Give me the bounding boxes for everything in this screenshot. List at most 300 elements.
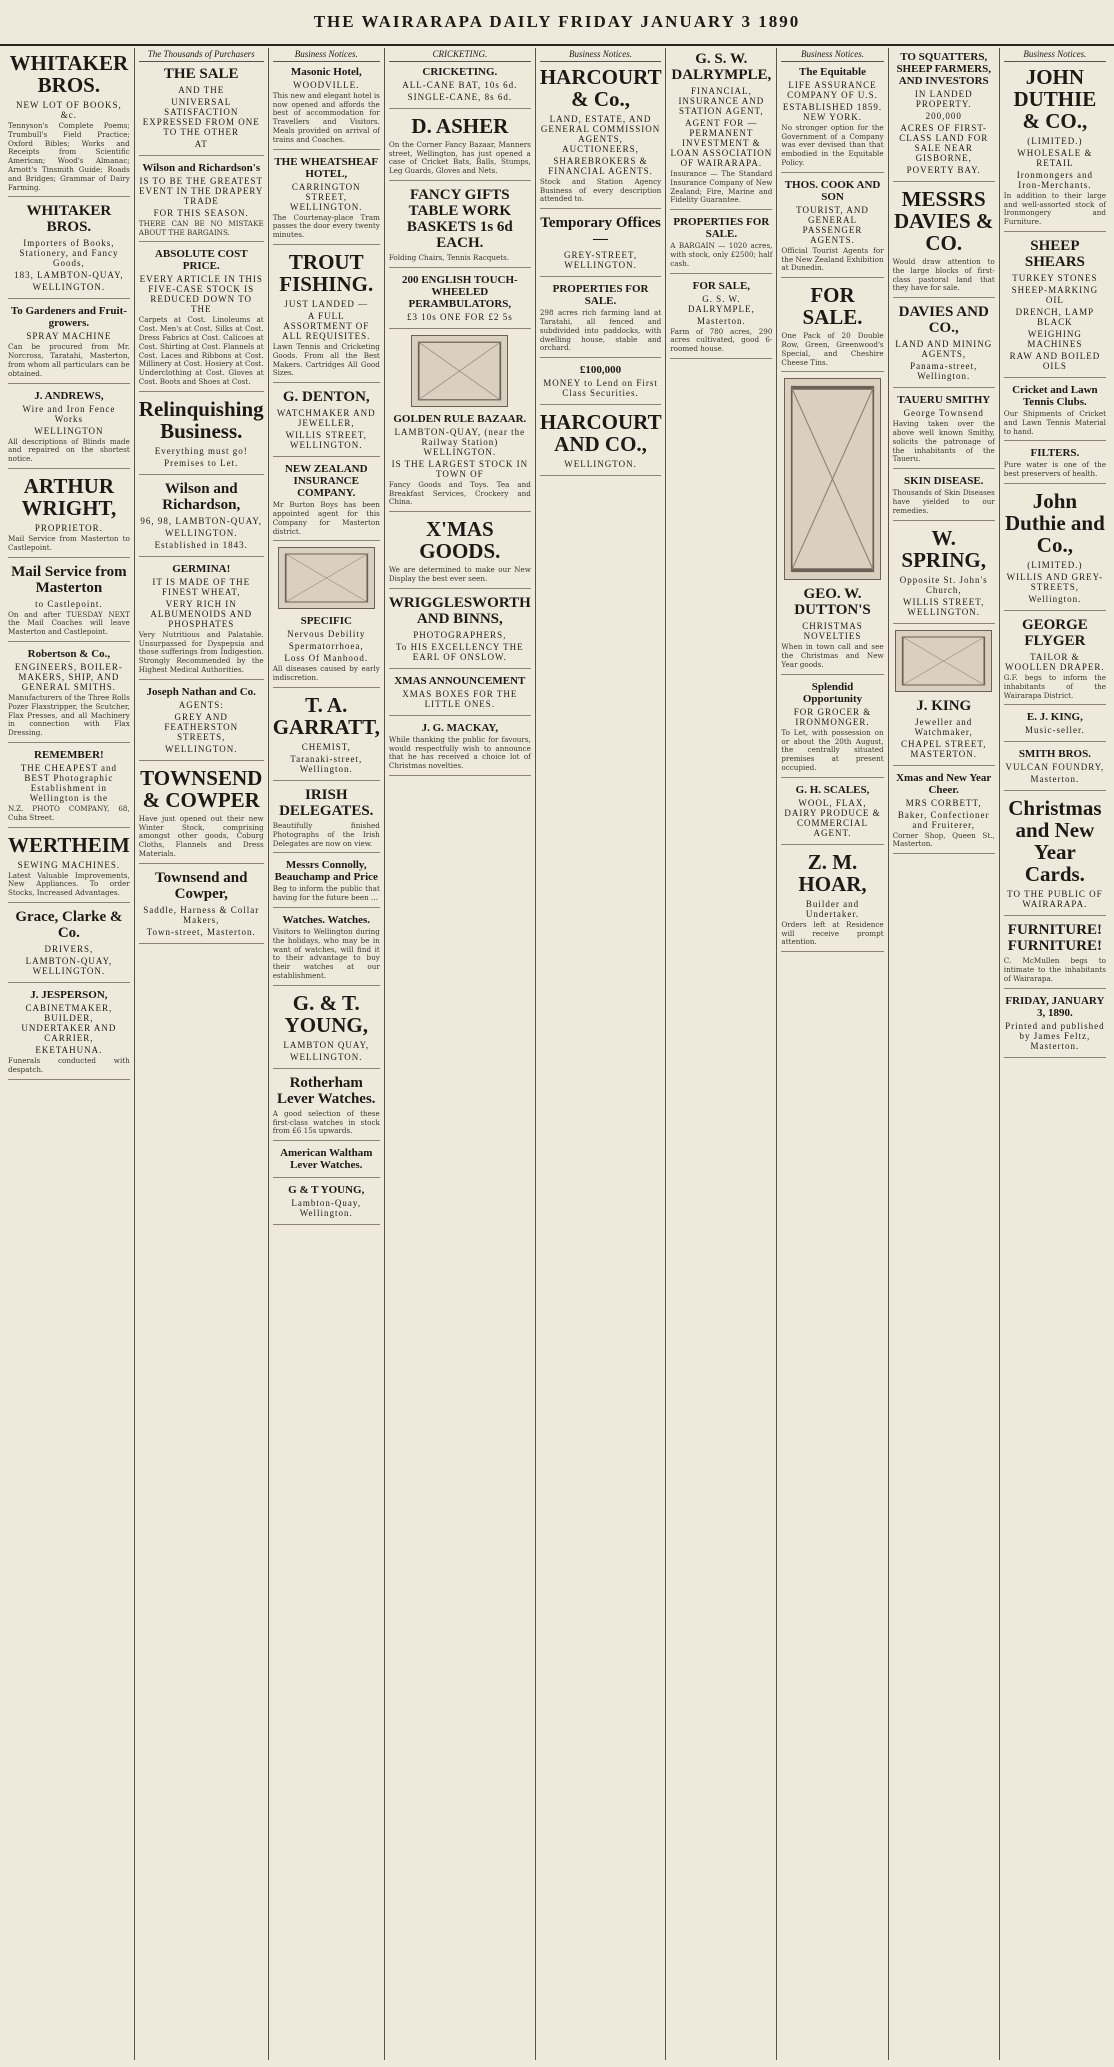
ad-subline: POVERTY BAY.: [906, 165, 981, 175]
advertisement: [540, 283, 661, 358]
ad-body: Very Nutritious and Palatable. Unsurpassed for Dyspepsia and those sufferings from Indigestion. Strongly Recommended by the Highest Medical Authorities.: [138, 629, 264, 674]
ad-body: A good selection of these first-class watches in stock from £6 15s upwards.: [272, 1108, 380, 1136]
advertisement: [8, 989, 130, 1080]
ad-subline: (LIMITED.): [1027, 135, 1083, 146]
perambulator-engraving-icon: [411, 335, 508, 407]
ad-body: Visitors to Wellington during the holidays, who may be in want of watches, will find it to their advantage to buy their watches at our establishment.: [272, 926, 380, 980]
ad-title: Wilson and Richardson's: [142, 161, 261, 174]
ad-subline: Premises to Let.: [164, 457, 239, 468]
ad-title: J. G. MACKAY,: [421, 721, 499, 734]
ad-subline: Everything must go!: [154, 445, 248, 456]
advertisement: [1004, 447, 1106, 484]
advertisement: [273, 389, 380, 457]
ad-subline: IS THE LARGEST STOCK IN TOWN OF: [391, 458, 529, 479]
ad-subline: AT: [194, 138, 208, 149]
specific-medicine-engraving-icon: [278, 547, 375, 609]
advertisement: [1004, 238, 1106, 378]
advertisement: [540, 215, 661, 277]
ad-subline: EKETAHUNA.: [35, 1044, 103, 1055]
ad-body: Insurance — The Standard Insurance Company of New Zealand; Fire, Marine and Fidelity Guarantee.: [670, 169, 773, 205]
ad-subline: CABINETMAKER, BUILDER, UNDERTAKER AND CARRIER,: [21, 1002, 117, 1043]
ad-subline: 96, 98, LAMBTON-QUAY,: [140, 515, 263, 526]
ad-title: PROPERTIES FOR SALE.: [552, 283, 649, 308]
ad-subline: Taranaki-street, Wellington.: [290, 753, 363, 774]
ad-title: To Gardeners and Fruit-growers.: [10, 305, 127, 330]
ad-title: Robertson & Co.,: [27, 647, 111, 660]
column-heading: Business Notices.: [781, 48, 883, 62]
ad-title: FANCY GIFTS TABLE WORK BASKETS 1s 6d EACH.: [406, 186, 513, 251]
ad-body: Our Shipments of Cricket and Lawn Tennis Material to hand.: [1003, 408, 1106, 436]
ad-subline: IT IS MADE OF THE FINEST WHEAT,: [152, 576, 251, 597]
ad-subline: SINGLE-CANE, 8s 6d.: [407, 91, 513, 102]
advertisement: [273, 615, 380, 688]
advertisement: [273, 1147, 380, 1178]
ad-title: FILTERS.: [1030, 447, 1080, 460]
advertisement: [1004, 490, 1106, 611]
ad-body: A BARGAIN — 1020 acres, with stock, only £2500; half cash.: [670, 241, 773, 268]
advertisement: [8, 909, 130, 983]
ad-title: Rotherham Lever Watches.: [276, 1074, 376, 1107]
ad-subline: to Castlepoint.: [35, 598, 103, 609]
advertisement: [139, 398, 264, 475]
advertisement: [8, 834, 130, 903]
advertisement: [893, 188, 995, 298]
ad-body: When in town call and see the Christmas and New Year goods.: [781, 642, 884, 669]
ad-body: Would draw attention to the large blocks of first-class pastoral land that they have for sale.: [892, 257, 995, 293]
ad-title: DAVIES AND CO.,: [898, 304, 989, 337]
ad-title: Relinquishing Business.: [138, 396, 264, 443]
ad-title: Townsend and Cowper,: [155, 869, 248, 902]
column-5: [536, 48, 666, 2060]
advertisement: [8, 305, 130, 383]
ad-body: Having taken over the above well known Smithy, solicits the patronage of the inhabitants of the Taueru.: [892, 419, 995, 464]
advertisement: [781, 784, 883, 845]
ad-subline: TO THE PUBLIC OF WAIRARAPA.: [1007, 889, 1103, 910]
ad-title: T. A. GARRATT,: [272, 692, 380, 739]
ad-title: W. SPRING,: [901, 525, 986, 572]
ad-subline: Wire and Iron Fence Works: [22, 403, 116, 424]
ad-subline: Nervous Debility: [287, 629, 366, 640]
ad-subline: WELLINGTON.: [289, 1051, 363, 1062]
ad-subline: LIFE ASSURANCE COMPANY OF U.S.: [787, 79, 878, 100]
ad-subline: IN LANDED PROPERTY.: [914, 89, 973, 109]
ad-body: Mail Service from Masterton to Castlepoint.: [8, 533, 130, 552]
advertisement: [1004, 617, 1106, 705]
ad-subline: Spermatorrhoea,: [288, 641, 364, 652]
ad-subline: WELLINGTON.: [564, 459, 637, 470]
column-heading: Business Notices.: [1004, 48, 1106, 62]
ad-title: WRIGGLESWORTH AND BINNS,: [388, 594, 531, 627]
ad-title: TOWNSEND & COWPER: [140, 765, 263, 812]
ad-body: Beg to inform the public that having for the future been ...: [272, 884, 380, 903]
advertisement: [670, 216, 772, 273]
advertisement: [893, 51, 995, 182]
ad-title: Masonic Hotel,: [290, 65, 362, 78]
ad-subline: G. S. W. DALRYMPLE,: [687, 293, 755, 314]
ad-subline: WELLINGTON.: [164, 527, 238, 538]
ad-title: J. ANDREWS,: [34, 389, 104, 402]
ad-title: ARTHUR WRIGHT,: [21, 473, 117, 520]
ad-subline: WELLINGTON: [34, 425, 104, 436]
ad-subline: ALL-CANE BAT, 10s 6d.: [402, 79, 518, 90]
ad-subline: ESTABLISHED 1859. NEW YORK.: [782, 101, 883, 122]
advertisement: [273, 694, 380, 781]
advertisement: [781, 179, 883, 278]
ad-subline: WOOL, FLAX, DAIRY PRODUCE & COMMERCIAL AGENT.: [784, 797, 881, 838]
ad-title: D. ASHER: [411, 113, 509, 138]
ad-title: FURNITURE! FURNITURE!: [1007, 922, 1102, 955]
ad-subline: Loss Of Manhood.: [284, 653, 369, 664]
column-7: [777, 48, 888, 2060]
column-heading: CRICKETING.: [389, 48, 531, 62]
ad-title: TROUT FISHING.: [279, 249, 374, 296]
ad-body: Pure water is one of the best preservers of health.: [1003, 460, 1106, 479]
ad-body: Manufacturers of the Three Rolls Pozer Flaxstripper, the Scutcher, Flax Presses, and all Machinery in connection with Flax Dressing.: [8, 692, 130, 738]
ad-subline: AND THE: [178, 84, 225, 95]
ad-title: REMEMBER!: [34, 748, 104, 761]
ad-subline: Masterton.: [1030, 774, 1080, 785]
ad-subline: JUST LANDED —: [284, 298, 369, 309]
ad-title: TO SQUATTERS, SHEEP FARMERS, AND INVESTORS: [896, 51, 991, 87]
ad-body: Orders left at Residence will receive prompt attention.: [781, 919, 884, 947]
ad-subline: To HIS EXCELLENCY THE EARL OF ONSLOW.: [396, 641, 524, 662]
ad-body: Mr Burton Boys has been appointed agent for this Company for Masterton district.: [272, 500, 380, 536]
ad-subline: THE CHEAPEST and BEST Photographic Establishment in Wellington is the: [20, 762, 118, 803]
ad-subline: Jeweller and Watchmaker,: [914, 716, 973, 737]
ad-subline: AGENT FOR — PERMANENT INVESTMENT & LOAN ASSOCIATION OF WAIRARAPA.: [670, 118, 773, 168]
ad-title: J. JESPERSON,: [30, 988, 108, 1001]
column-3: [269, 48, 385, 2060]
column-2: [135, 48, 269, 2060]
advertisement: [8, 564, 130, 642]
ad-subline: WILLIS STREET, WELLINGTON.: [285, 430, 367, 451]
ad-body: Farm of 780 acres, 290 acres cultivated, good 6-roomed house.: [670, 326, 773, 354]
ad-subline: Established in 1843.: [154, 539, 248, 550]
ad-title: Watches. Watches.: [282, 913, 370, 926]
ad-title: TAUERU SMITHY: [897, 394, 991, 407]
ad-body: On and after TUESDAY NEXT the Mail Coaches will leave Masterton and Castlepoint.: [8, 609, 130, 637]
ad-title: WHITAKER BROS.: [26, 203, 112, 236]
ad-title: Xmas and New Year Cheer.: [896, 771, 992, 796]
ad-subline: LAMBTON QUAY,: [283, 1039, 370, 1050]
ad-subline: MRS CORBETT,: [905, 797, 982, 808]
advertisement: [273, 66, 380, 150]
ad-subline: Panama-street, Wellington.: [910, 361, 978, 382]
ad-subline: LAND, ESTATE, AND GENERAL COMMISSION AGENTS, AUCTIONEERS,: [540, 113, 661, 154]
ad-subline: UNIVERSAL SATISFACTION EXPRESSED FROM ONE TO THE OTHER: [142, 96, 260, 137]
advertisement: [781, 586, 883, 674]
advertisement: [8, 390, 130, 469]
ad-title: Messrs Connolly, Beauchamp and Price: [274, 859, 378, 884]
ad-subline: DRENCH, LAMP BLACK: [1015, 306, 1095, 327]
ad-body: C. McMullen begs to intimate to the inhabitants of Wairarapa.: [1003, 956, 1106, 983]
masthead: [0, 0, 1114, 46]
advertisement: [389, 518, 531, 589]
advertisement: [8, 648, 130, 743]
ad-title: HARCOURT & Co.,: [539, 64, 662, 111]
ad-subline: Wellington.: [1028, 593, 1082, 604]
advertisement: [139, 686, 264, 761]
advertisement: [389, 187, 531, 268]
ad-subline: CHAPEL STREET, MASTERTON.: [900, 738, 987, 759]
ad-subline: FOR THIS SEASON.: [153, 207, 249, 218]
ad-subline: TOURIST, AND GENERAL PASSENGER AGENTS.: [796, 204, 869, 245]
ad-title: G. S. W. DALRYMPLE,: [671, 51, 772, 83]
ad-title: Joseph Nathan and Co.: [146, 685, 256, 698]
ad-subline: VULCAN FOUNDRY,: [1005, 762, 1105, 773]
ad-subline: WELLINGTON.: [164, 743, 238, 754]
ad-title: THE WHEATSHEAF HOTEL,: [274, 155, 379, 180]
ad-subline: FINANCIAL, INSURANCE AND STATION AGENT,: [678, 86, 765, 116]
ad-subline: NEW LOT OF BOOKS, &c.: [16, 100, 122, 120]
advertisement: [540, 66, 661, 209]
ad-body: Fancy Goods and Toys. Tea and Breakfast Services, Crockery and China.: [388, 479, 531, 507]
ad-body: G.F. begs to inform the inhabitants of the Wairarapa District.: [1003, 672, 1106, 700]
ad-title: JOHN DUTHIE & CO.,: [1013, 64, 1097, 133]
advertisement: [893, 394, 995, 469]
ad-subline: PROPRIETOR.: [34, 522, 103, 533]
advertisement: [670, 51, 772, 210]
advertisement: [389, 722, 531, 776]
ad-subline: Masterton.: [696, 315, 746, 326]
ad-subline: VERY RICH IN ALBUMENOIDS AND PHOSPHATES: [150, 598, 253, 629]
ad-body: N.Z. PHOTO COMPANY, 68, Cuba Street.: [8, 803, 130, 822]
ad-subline: Builder and Undertaker.: [805, 898, 860, 919]
ad-title: FOR SALE.: [802, 283, 863, 330]
ad-subline: WEIGHING MACHINES: [1027, 328, 1083, 349]
ad-subline: CHRISTMAS NOVELTIES: [802, 621, 863, 642]
ad-subline: Town-street, Masterton.: [146, 926, 256, 937]
advertisement: [389, 66, 531, 109]
ad-title: Z. M. HOAR,: [798, 849, 867, 896]
column-6: [666, 48, 777, 2060]
ad-title: IRISH DELEGATES.: [279, 786, 374, 819]
advertisement: [273, 1184, 380, 1225]
watch-engraving-icon: [895, 630, 992, 692]
column-4: [385, 48, 536, 2060]
ad-subline: 183, LAMBTON-QUAY,: [14, 270, 124, 281]
advertisement: [8, 203, 130, 299]
advertisement: [273, 859, 380, 908]
advertisement: [893, 772, 995, 855]
ad-title: GEORGE FLYGER: [1021, 616, 1088, 649]
advertisement: [781, 66, 883, 173]
ad-title: G & T YOUNG,: [288, 1184, 365, 1197]
ad-body: One Pack of 20 Double Row, Green, Greenwood's Special, and Cheshire Cheese Tins.: [781, 331, 884, 367]
ad-title: Grace, Clarke & Co.: [15, 908, 123, 941]
ad-body: Carpets at Cost. Linoleums at Cost. Men's at Cost. Silks at Cost. Dress Fabrics at Cost. Calicoes at Cost. Shirting at Cost. Flannels at Cost. Laces and Ribbons at Cost. Millinery at Cost. Hosiery at Cost. Underclothing at Cost. Gloves at Cost. Boots and Shoes at Cost.: [138, 315, 264, 386]
advertisement: [273, 1075, 380, 1141]
ad-body: All diseases caused by early indiscretion.: [272, 664, 380, 683]
ad-title: FOR SALE,: [692, 279, 751, 292]
ad-subline: WILLIS AND GREY-STREETS,: [1006, 571, 1104, 592]
advertisement: [273, 251, 380, 383]
ad-subline: LAMBTON-QUAY, (near the Railway Station) WELLINGTON.: [394, 426, 526, 457]
ad-title: CRICKETING.: [422, 65, 498, 78]
advertisement: [389, 675, 531, 716]
ad-subline: Music-seller.: [1025, 725, 1085, 736]
ad-subline: ACRES OF FIRST-CLASS LAND FOR SALE NEAR GISBORNE,: [899, 123, 989, 163]
advertisement: [781, 851, 883, 952]
advertisement: [389, 115, 531, 181]
ad-title: Mail Service from Masterton: [11, 563, 127, 596]
ad-title: ABSOLUTE COST PRICE.: [154, 248, 248, 273]
ad-body: Official Tourist Agents for the New Zealand Exhibition at Dunedin.: [781, 245, 884, 273]
ad-title: Wilson and Richardson,: [162, 480, 241, 513]
ad-subline: PHOTOGRAPHERS,: [413, 629, 507, 640]
page-columns: [4, 48, 1110, 2060]
ad-title: HARCOURT AND CO.,: [539, 410, 662, 457]
ad-subline: Baker, Confectioner and Fruiterer,: [897, 809, 990, 830]
ad-body: Beautifully finished Photographs of the Irish Delegates are now on view.: [272, 820, 380, 848]
ad-body: To Let, with possession on or about the 20th August, the centrally situated premises at present occupied.: [781, 727, 884, 772]
ad-subline: SPRAY MACHINE: [26, 331, 112, 342]
ad-subline: Saddle, Harness & Collar Makers,: [143, 904, 260, 925]
ad-body: We are determined to make our New Display the best ever seen.: [388, 565, 531, 583]
ad-title: SPECIFIC: [300, 615, 352, 628]
ad-subline: GREY-STREET, WELLINGTON.: [563, 250, 638, 271]
ad-title: G. DENTON,: [282, 389, 370, 406]
ad-body: THERE CAN BE NO MISTAKE ABOUT THE BARGAINS.: [138, 218, 264, 237]
ad-subline: TURKEY STONES: [1012, 272, 1098, 283]
ad-subline: Opposite St. John's Church,: [899, 574, 988, 595]
ad-subline: WILLIS STREET, WELLINGTON.: [903, 596, 985, 617]
ad-subline: RAW AND BOILED OILS: [1009, 350, 1101, 371]
ad-title: 200 ENGLISH TOUCH-WHEELED PERAMBULATORS,: [401, 273, 518, 310]
ad-title: GEO. W. DUTTON'S: [794, 586, 871, 619]
advertisement: [273, 156, 380, 245]
advertisement: [273, 787, 380, 853]
column-heading: Business Notices.: [273, 48, 380, 62]
ad-title: E. J. KING,: [1026, 711, 1083, 724]
advertisement: [1004, 748, 1106, 791]
ad-subline: LAMBTON-QUAY, WELLINGTON.: [25, 955, 113, 976]
ad-title: SMITH BROS.: [1018, 748, 1091, 761]
ad-subline: TAILOR & WOOLLEN DRAPER.: [1005, 651, 1105, 672]
ad-body: Tennyson's Complete Poems; Trumbull's Field Practice; Oxford Bibles; Works and Receipts from Scientific American; Wood's Almanac; Arnott's Tinsmith Guide; Roads and Bridges; Grammar of Dairy Farming.: [8, 121, 130, 192]
advertisement: [1004, 711, 1106, 742]
advertisement: [1004, 995, 1106, 1058]
ad-subline: CARRINGTON STREET, WELLINGTON.: [289, 181, 363, 212]
advertisement: [670, 280, 772, 359]
ad-subline: George Townsend: [903, 408, 984, 419]
advertisement: [389, 274, 531, 329]
ad-title: SKIN DISEASE.: [903, 475, 984, 488]
ad-subline: XMAS BOXES FOR THE LITTLE ONES.: [402, 688, 518, 709]
ad-title: John Duthie and Co.,: [1005, 488, 1105, 557]
ad-subline: AGENTS:: [178, 699, 224, 710]
ad-title: Splendid Opportunity: [802, 680, 863, 705]
column-heading: The Thousands of Purchasers: [139, 48, 264, 62]
ad-subline: (LIMITED.): [1027, 559, 1083, 570]
ad-title: XMAS ANNOUNCEMENT: [394, 674, 526, 687]
ad-subline: EVERY ARTICLE IN THIS FIVE-CASE STOCK IS REDUCED DOWN TO THE: [139, 274, 263, 315]
ad-subline: £3 10s ONE FOR £2 5s: [406, 311, 513, 322]
ad-subline: WHOLESALE & RETAIL: [1017, 147, 1093, 168]
ad-title: THOS. COOK AND SON: [784, 178, 881, 203]
ad-title: PROPERTIES FOR SALE.: [673, 216, 770, 241]
ad-title: The Equitable: [799, 65, 866, 78]
ad-body: While thanking the public for favours, would respectfully wish to announce that he has received a choice lot of Christmas novelties.: [388, 734, 531, 771]
ad-subline: A FULL ASSORTMENT OF ALL REQUISITES.: [282, 310, 371, 341]
ad-subline: GREY AND FEATHERSTON STREETS,: [164, 711, 239, 742]
ad-subline: WATCHMAKER AND JEWELLER,: [276, 408, 376, 429]
ad-title: FRIDAY, JANUARY 3, 1890.: [1005, 994, 1105, 1019]
ad-body: Folding Chairs, Tennis Racquets.: [388, 252, 510, 262]
ad-body: Latest Valuable Improvements, New Appliances. To order Stocks, Increased Advantages.: [8, 870, 130, 898]
ad-title: MESSRS DAVIES & CO.: [894, 187, 994, 255]
ad-title: SHEEP SHEARS: [1024, 237, 1085, 270]
ad-subline: LAND AND MINING AGENTS,: [895, 339, 993, 360]
ad-subline: FOR GROCER & IRONMONGER.: [793, 706, 872, 727]
ad-title: GERMINA!: [172, 562, 231, 575]
advertisement: [781, 681, 883, 778]
ad-body: Thousands of Skin Diseases have yielded to our remedies.: [892, 488, 995, 515]
advertisement: [8, 749, 130, 828]
ad-body: Can be procured from Mr. Norcross, Taratahi, Masterton, from whom all particulars can be obtained.: [8, 342, 130, 378]
advertisement: [540, 411, 661, 476]
ad-subline: WELLINGTON.: [32, 282, 106, 293]
newspaper-title: THE WAIRARAPA DAILY FRIDAY JANUARY 3 1890: [313, 12, 801, 31]
ad-body: This new and elegant hotel is now opened and affords the best of accommodation for Travellers and Visitors. Meals provided on arrival of trains and Coaches.: [272, 90, 380, 144]
ad-title: X'MAS GOODS.: [419, 517, 501, 564]
advertisement: [139, 248, 264, 391]
ad-subline: Printed and published by James Feltz, Masterton.: [1005, 1020, 1105, 1051]
advertisement: [273, 463, 380, 541]
advertisement: [139, 563, 264, 680]
advertisement: [893, 698, 995, 766]
advertisement: [389, 413, 531, 512]
column-1: [4, 48, 135, 2060]
advertisement: [781, 284, 883, 372]
advertisement: [139, 870, 264, 944]
ad-subline: DRIVERS,: [44, 943, 94, 954]
ad-subline: Ironmongers and Iron-Merchants.: [1016, 169, 1093, 190]
ad-body: Stock and Station Agency Business of every description attended to.: [539, 176, 662, 204]
ad-body: Have just opened out their new Winter Stock, comprising amongst other goods, Coburg Cloths, Flannels and Dress Materials.: [138, 813, 264, 858]
ad-body: The Courtenay-place Tram passes the door every twenty minutes.: [272, 212, 380, 240]
advertisement: [8, 475, 130, 558]
advertisement: [893, 527, 995, 624]
ad-subline: IS TO BE THE GREATEST EVENT IN THE DRAPERY TRADE: [139, 175, 264, 206]
ad-subline: SEWING MACHINES.: [17, 859, 121, 870]
ad-title: THE SALE: [163, 65, 239, 82]
ad-body: Funerals conducted with despatch.: [8, 1055, 130, 1074]
ad-subline: ENGINEERS, BOILER-MAKERS, SHIP, AND GENERAL SMITHS.: [14, 661, 123, 692]
advertisement: [1004, 384, 1106, 441]
ad-title: G. H. SCALES,: [795, 783, 870, 796]
ad-subline: Importers of Books, Stationery, and Fancy Goods,: [19, 238, 119, 269]
ad-title: WHITAKER BROS.: [9, 51, 129, 97]
ad-subline: MONEY to Lend on First Class Securities.: [543, 378, 658, 399]
advertisement: [273, 914, 380, 986]
advertisement: [893, 304, 995, 388]
ad-subline: 200,000: [925, 111, 962, 121]
ad-title: WERTHEIM: [8, 832, 130, 857]
ad-body: All descriptions of Blinds made and repaired on the shortest notice.: [8, 436, 130, 464]
ad-title: G. & T. YOUNG,: [284, 990, 368, 1037]
ad-body: Corner Shop, Queen St., Masterton.: [892, 830, 995, 849]
advertisement: [389, 595, 531, 669]
ad-title: American Waltham Lever Watches.: [280, 1147, 373, 1172]
ad-title: Cricket and Lawn Tennis Clubs.: [1012, 383, 1098, 408]
tourist-figure-engraving-icon: [784, 378, 881, 580]
ad-title: Christmas and New Year Cards.: [1008, 796, 1102, 887]
advertisement: [1004, 922, 1106, 988]
advertisement: [540, 364, 661, 405]
ad-title: £100,000: [579, 364, 622, 377]
ad-body: In addition to their large and well-assorted stock of Ironmongery and Furniture.: [1003, 190, 1106, 227]
